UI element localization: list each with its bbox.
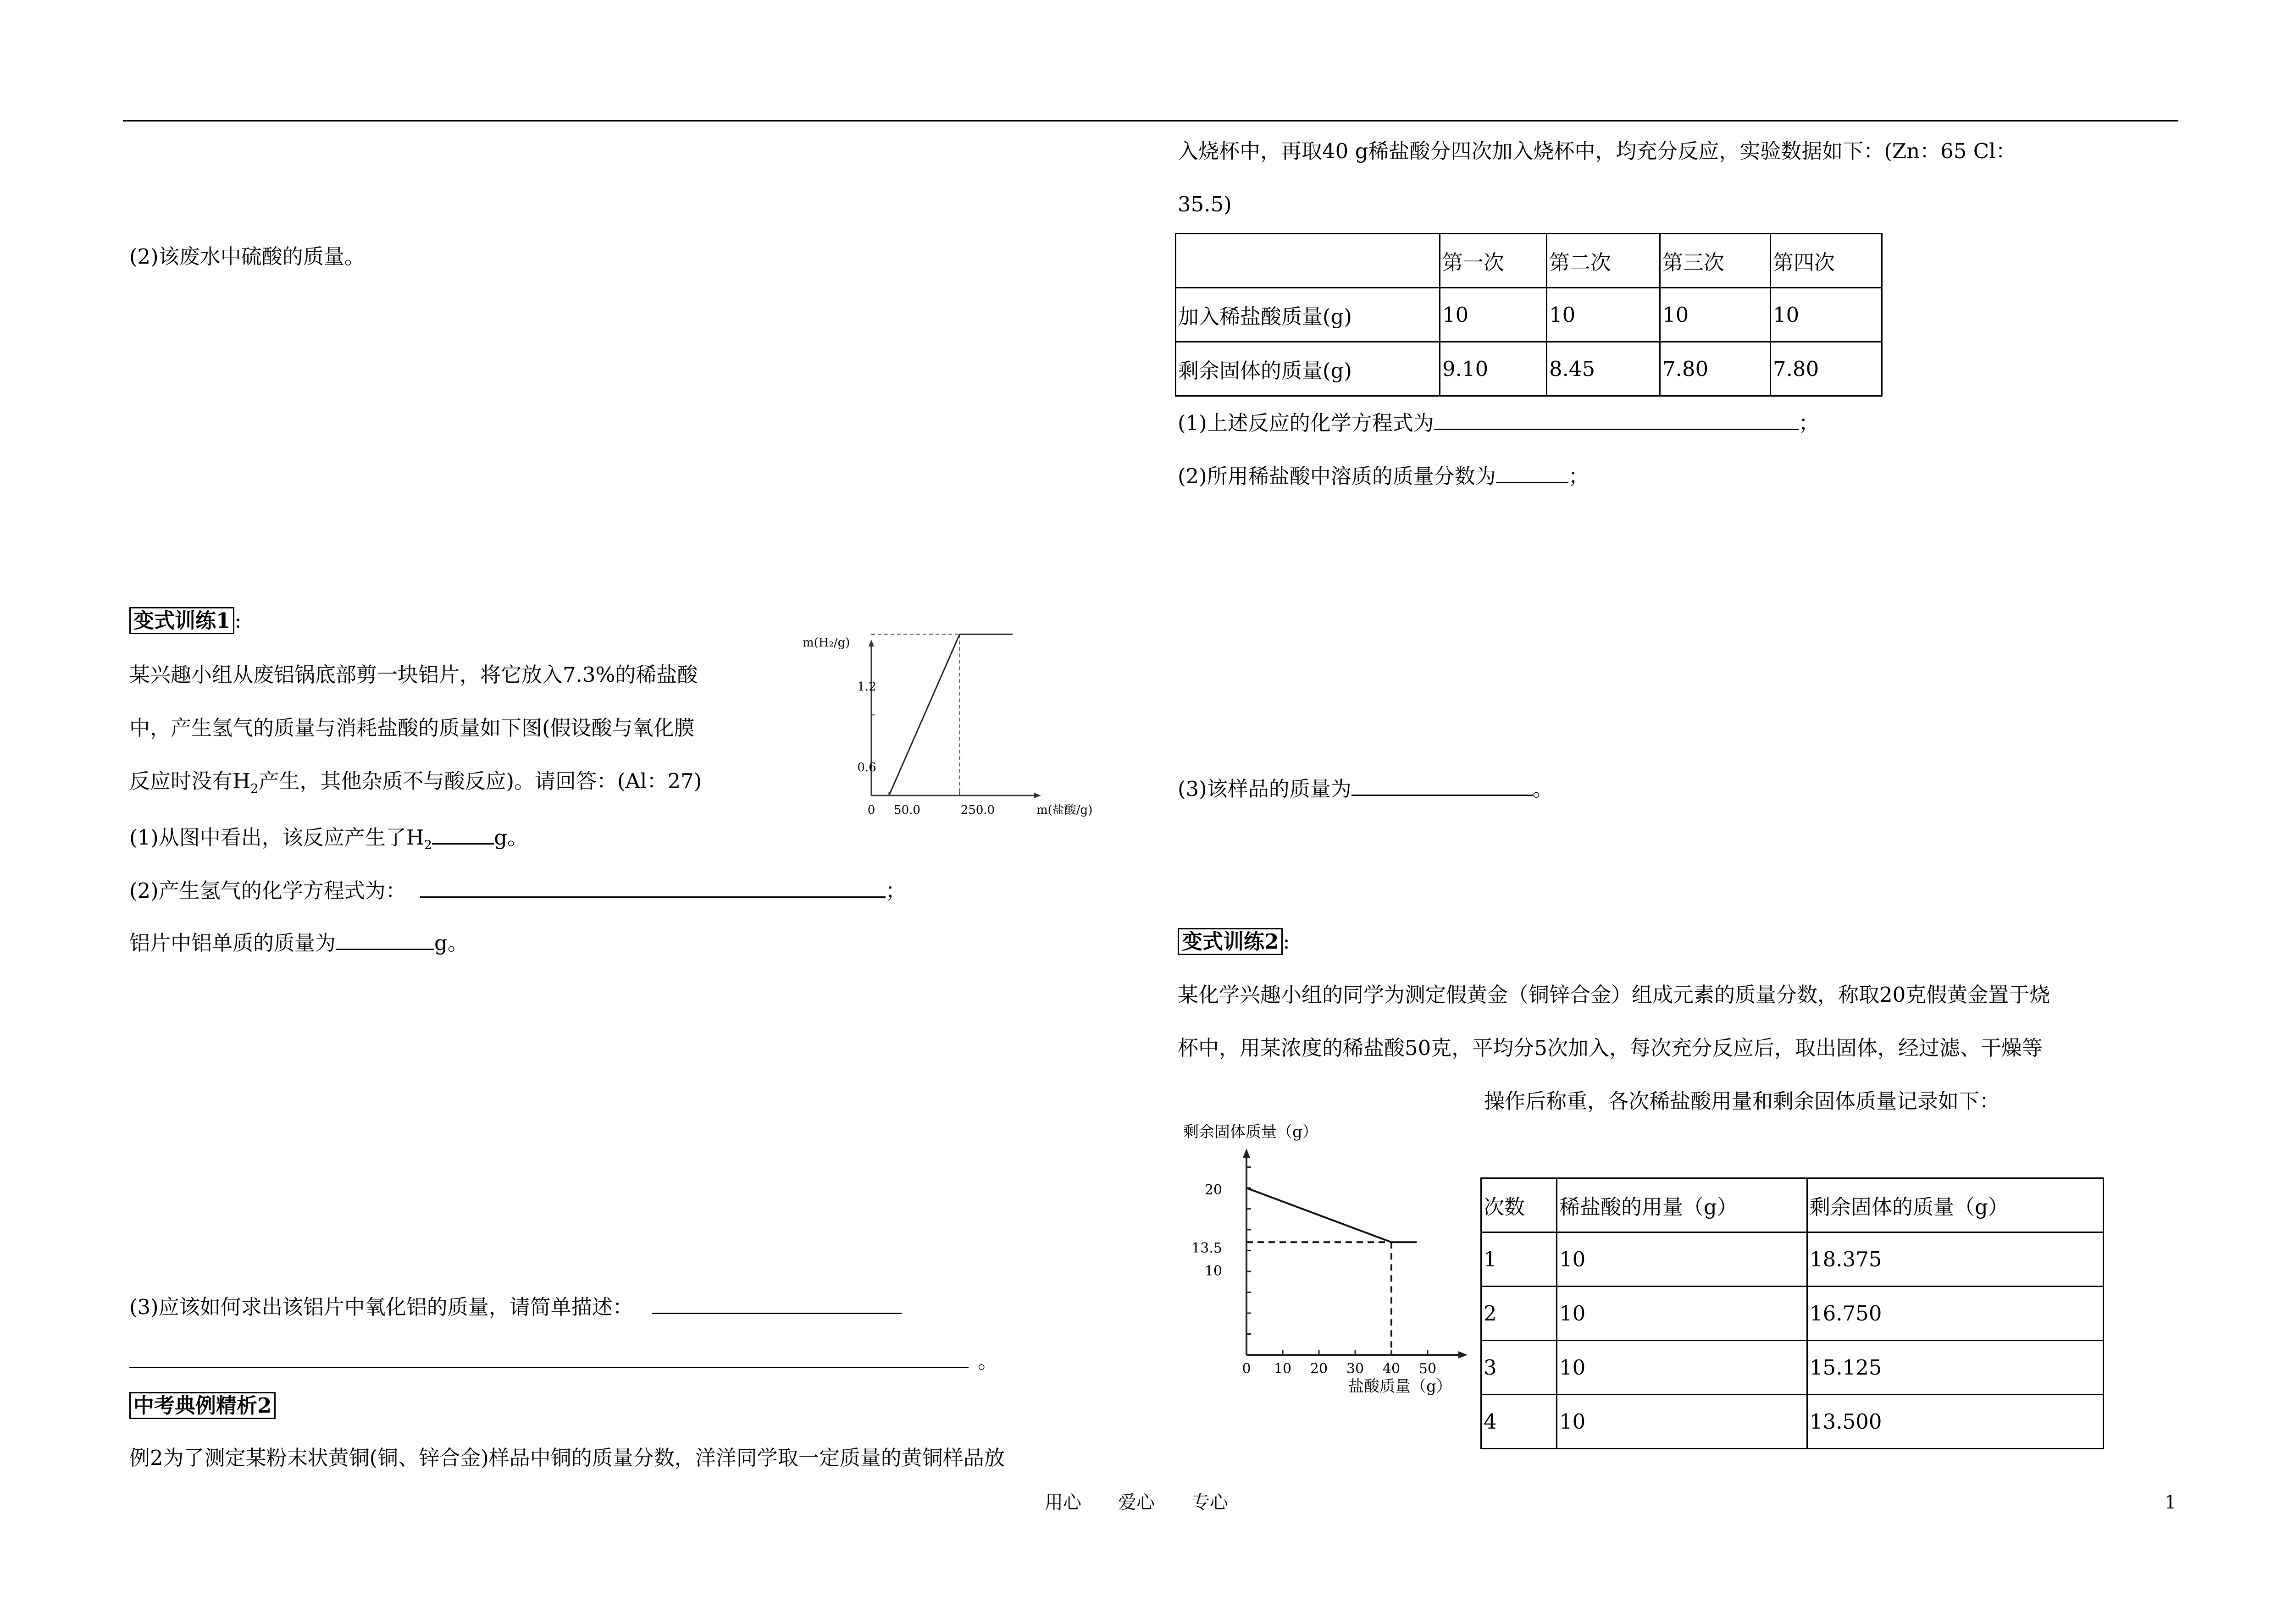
table-header-cell: 剩余固体的质量（g） (1807, 1178, 2104, 1232)
answer-blank[interactable] (1351, 774, 1533, 796)
answer-blank[interactable] (129, 1346, 969, 1368)
v1-para-line2: 中，产生氢气的质量与消耗盐酸的质量如下图(假设酸与氧化膜 (129, 716, 695, 740)
table-cell: 10 (1557, 1341, 1807, 1395)
hydrogen-mass-chart (798, 633, 1128, 825)
table-row (1176, 288, 1882, 342)
v1-question-3: (3)应该如何求出该铝片中氧化铝的质量，请简单描述： (129, 1292, 902, 1319)
chart1-x-arrow (1034, 793, 1041, 798)
v2-para-line2: 杯中，用某浓度的稀盐酸50克，平均分5次加入，每次充分反应后，取出固体，经过滤、干燥等 (1178, 1036, 2043, 1060)
table-cell: 10 (1771, 288, 1882, 342)
table-cell: 15.125 (1807, 1341, 2104, 1395)
v1-question-2: (2)产生氢气的化学方程式为： ； (129, 876, 906, 903)
table-header-cell: 稀盐酸的用量（g） (1557, 1178, 1807, 1232)
footer-motto: 用心 爱心 专心 (1045, 1492, 1228, 1513)
page-number: 1 (2165, 1492, 2177, 1513)
table-row (1481, 1395, 2104, 1449)
table-cell: 3 (1481, 1341, 1557, 1395)
ex2-para-line1: 例2为了测定某粉末状黄铜(铜、锌合金)样品中铜的质量分数，洋洋同学取一定质量的黄铜样品放 (129, 1446, 1005, 1470)
table-cell: 10 (1557, 1232, 1807, 1287)
chart2-xtick-10: 10 (1274, 1361, 1292, 1377)
chart1-ylabel: m(H₂/g) (803, 636, 850, 650)
chart1-y-arrow (869, 640, 874, 646)
table-cell: 18.375 (1807, 1232, 2104, 1287)
table-header-cell: 次数 (1481, 1178, 1557, 1232)
heading-box: 变式训练2 (1178, 928, 1283, 955)
q2-text: (2)该废水中硫酸的质量。 (129, 244, 365, 269)
chart1-series (889, 634, 1013, 795)
table-header-cell: 第一次 (1440, 234, 1547, 288)
v1-para-line1: 某兴趣小组从废铝锅底部剪一块铝片，将它放入7.3%的稀盐酸 (129, 663, 698, 687)
chart2-y-arrow (1243, 1149, 1250, 1158)
v1-question-3-line2: 。 (129, 1346, 998, 1373)
v2-para-line3: 操作后称重，各次稀盐酸用量和剩余固体质量记录如下： (1484, 1089, 2000, 1113)
table-header-cell: 第四次 (1771, 234, 1882, 288)
table-cell: 1 (1481, 1232, 1557, 1287)
exam-example-2-heading (129, 1394, 276, 1418)
chart1-xtick-250: 250.0 (960, 803, 995, 817)
heading-box: 变式训练1 (129, 607, 234, 634)
table-header-cell: 第三次 (1660, 234, 1771, 288)
residual-solid-chart (1174, 1119, 1477, 1412)
chart2-guides (1246, 1242, 1391, 1355)
chart2-series (1246, 1188, 1417, 1242)
chart2-xtick-40: 40 (1382, 1361, 1401, 1377)
chart1-xlabel: m(盐酸/g) (1036, 803, 1093, 817)
v1-question-1: (1)从图中看出，该反应产生了$H_2$ g。 (129, 823, 528, 852)
table-cell: 7.80 (1771, 342, 1882, 396)
ex2-para-line2: 入烧杯中，再取40 g稀盐酸分四次加入烧杯中，均充分反应，实验数据如下：(Zn：65 Cl： (1178, 139, 2016, 163)
v2-para-line1: 某化学兴趣小组的同学为测定假黄金（铜锌合金）组成元素的质量分数，称取20克假黄金置于烧 (1178, 983, 2050, 1007)
table-cell: 9.10 (1440, 342, 1547, 396)
ex2-para-line3: 35.5) (1178, 192, 1232, 216)
heading-box: 中考典例精析2 (129, 1392, 276, 1419)
variant-training-1-heading (129, 609, 241, 633)
ex2-question-2: (2)所用稀盐酸中溶质的质量分数为 ； (1178, 461, 1589, 488)
chart1-ytick-0.6: 0.6 (857, 761, 876, 774)
table-row (1481, 1341, 2104, 1395)
chart1-xtick-0: 0 (867, 803, 875, 817)
chart2-ytick-20: 20 (1204, 1182, 1222, 1198)
top-rule (123, 120, 2178, 122)
chart2-xlabel: 盐酸质量（g） (1348, 1377, 1452, 1396)
chart1-axes (869, 634, 1041, 798)
heading-colon: : (1283, 929, 1290, 954)
table-header-cell: 第二次 (1547, 234, 1660, 288)
table-cell: 10 (1547, 288, 1660, 342)
answer-blank[interactable] (432, 823, 494, 845)
chart1-ytick-1.2: 1.2 (857, 680, 876, 694)
answer-blank[interactable] (1496, 461, 1568, 483)
chart2-xtick-20: 20 (1310, 1361, 1328, 1377)
answer-blank[interactable] (420, 876, 886, 898)
chart1-data-line (889, 634, 1013, 795)
table-row (1176, 342, 1882, 396)
ex2-question-3: (3)该样品的质量为 。 (1178, 774, 1553, 801)
answer-blank[interactable] (336, 928, 434, 950)
table-row (1481, 1287, 2104, 1341)
chart2-data-line (1246, 1188, 1417, 1242)
table-cell: 7.80 (1660, 342, 1771, 396)
chart2-xtick-50: 50 (1418, 1361, 1437, 1377)
chart1-guides (871, 634, 960, 795)
answer-blank[interactable] (1434, 408, 1799, 430)
table-cell: 剩余固体的质量(g) (1176, 342, 1440, 396)
v1-question-2b: 铝片中铝单质的质量为 g。 (129, 928, 468, 955)
answer-blank[interactable] (652, 1292, 902, 1314)
v1-para-line3: 反应时没有$H_2$产生，其他杂质不与酸反应)。请回答：(Al：27) (129, 769, 702, 796)
residual-solid-table (1480, 1177, 2104, 1449)
chart2-xtick-0: 0 (1242, 1361, 1251, 1377)
chart2-ytick-13.5: 13.5 (1191, 1240, 1222, 1256)
chart2-axes (1243, 1149, 1468, 1359)
heading-colon: : (234, 608, 242, 633)
experiment-data-table (1175, 233, 1883, 397)
table-cell: 13.500 (1807, 1395, 2104, 1449)
table-cell: 加入稀盐酸质量(g) (1176, 288, 1440, 342)
chart2-ytick-10: 10 (1204, 1263, 1222, 1279)
table-cell: 10 (1660, 288, 1771, 342)
variant-training-2-heading (1178, 930, 1290, 954)
table-row (1481, 1232, 2104, 1287)
table-cell: 10 (1440, 288, 1547, 342)
table-cell: 8.45 (1547, 342, 1660, 396)
chart2-xtick-30: 30 (1346, 1361, 1364, 1377)
chart2-x-arrow (1458, 1351, 1468, 1359)
table-cell: 10 (1557, 1395, 1807, 1449)
table-header-cell (1176, 234, 1440, 288)
ex2-question-1: (1)上述反应的化学方程式为 ； (1178, 408, 1819, 435)
table-cell: 2 (1481, 1287, 1557, 1341)
table-cell: 16.750 (1807, 1287, 2104, 1341)
table-cell: 4 (1481, 1395, 1557, 1449)
chart1-xtick-50: 50.0 (894, 803, 920, 817)
table-cell: 10 (1557, 1287, 1807, 1341)
chart2-ylabel: 剩余固体质量（g） (1183, 1123, 1318, 1141)
